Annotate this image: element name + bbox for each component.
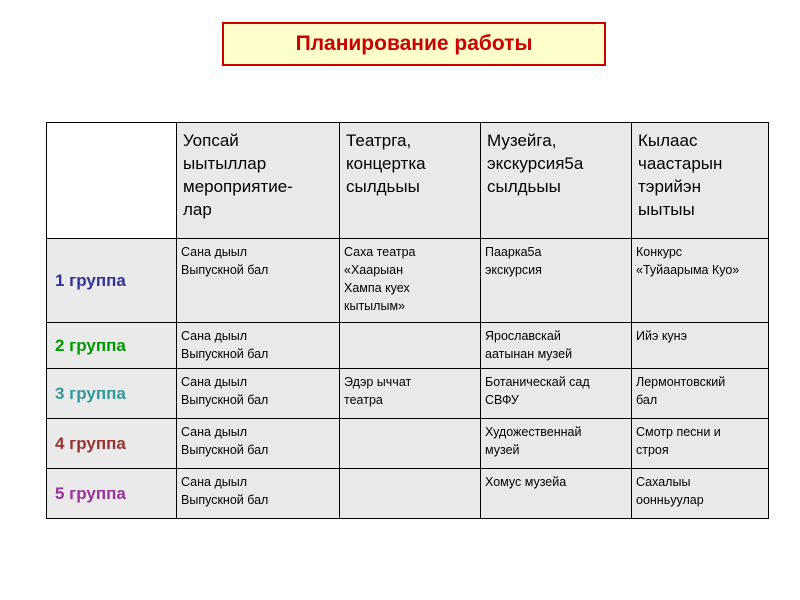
table-row	[47, 369, 769, 419]
table-cell	[632, 239, 769, 323]
cell-line: Художественнай	[485, 425, 582, 439]
cell-line: Лермонтовский	[636, 375, 726, 389]
cell-line: «Хаарыан	[344, 263, 403, 277]
table-cell	[481, 323, 632, 369]
header-line: сылдьыы	[346, 177, 420, 196]
cell-line: Сана дыыл	[181, 375, 248, 389]
cell-line: Ийэ кунэ	[636, 329, 687, 343]
table-cell	[632, 469, 769, 519]
cell-line: Выпускной бал	[181, 263, 269, 277]
page-title: Планирование работы	[295, 32, 533, 55]
table-row	[47, 419, 769, 469]
header-line: сылдьыы	[487, 177, 561, 196]
cell-line: строя	[636, 443, 669, 457]
cell-line: оонньуулар	[636, 493, 704, 507]
table-row	[47, 323, 769, 369]
table-cell	[177, 323, 340, 369]
header-cell	[481, 123, 632, 239]
cell-line: Сана дыыл	[181, 475, 248, 489]
header-line: Кылаас	[638, 131, 698, 150]
cell-line: Сахалыы	[636, 475, 691, 489]
table-cell	[340, 469, 481, 519]
table-cell	[481, 419, 632, 469]
table-cell	[481, 369, 632, 419]
header-line: Театрга,	[346, 131, 412, 150]
header-line: ыытыллар	[183, 154, 267, 173]
cell-line: экскурсия	[485, 263, 542, 277]
cell-line: Смотр песни и	[636, 425, 721, 439]
cell-line: Эдэр ыччат	[344, 375, 412, 389]
cell-line: Сана дыыл	[181, 425, 248, 439]
header-line: концертка	[346, 154, 426, 173]
header-line: лар	[183, 200, 212, 219]
table-cell	[340, 323, 481, 369]
cell-line: бал	[636, 393, 658, 407]
table-cell	[177, 469, 340, 519]
cell-line: музей	[485, 443, 520, 457]
header-cell	[177, 123, 340, 239]
table-row	[47, 469, 769, 519]
table-body	[47, 239, 769, 519]
cell-line: «Туйаарыма Куо»	[636, 263, 740, 277]
table-cell	[340, 239, 481, 323]
plan-table	[46, 122, 769, 519]
table-cell	[632, 419, 769, 469]
group-label: 3 группа	[47, 369, 177, 419]
table-cell	[340, 369, 481, 419]
cell-line: Сана дыыл	[181, 329, 248, 343]
cell-line: Конкурс	[636, 245, 683, 259]
cell-line: Выпускной бал	[181, 347, 269, 361]
header-line: Уопсай	[183, 131, 239, 150]
cell-line: театра	[344, 393, 383, 407]
cell-line: Выпускной бал	[181, 493, 269, 507]
table-cell	[481, 469, 632, 519]
header-line: Музейга,	[487, 131, 557, 150]
header-cell	[340, 123, 481, 239]
table-cell	[632, 369, 769, 419]
group-label: 4 группа	[47, 419, 177, 469]
table-cell	[177, 369, 340, 419]
table-cell	[177, 419, 340, 469]
table-cell	[340, 419, 481, 469]
cell-line: Сана дыыл	[181, 245, 248, 259]
cell-line: СВФУ	[485, 393, 519, 407]
cell-line: Выпускной бал	[181, 393, 269, 407]
cell-line: Ярославскай	[485, 329, 561, 343]
header-cell	[632, 123, 769, 239]
group-label: 1 группа	[47, 239, 177, 323]
header-line: мероприятие-	[183, 177, 293, 196]
cell-line: Саха театра	[344, 245, 416, 259]
title-box	[222, 22, 606, 66]
header-line: тэрийэн	[638, 177, 701, 196]
group-label: 5 группа	[47, 469, 177, 519]
table-row	[47, 239, 769, 323]
cell-line: Ботаническай сад	[485, 375, 590, 389]
header-line: экскурсия5а	[487, 154, 584, 173]
table-header-row	[47, 123, 769, 239]
cell-line: Хампа куех	[344, 281, 410, 295]
cell-line: Выпускной бал	[181, 443, 269, 457]
table-cell	[177, 239, 340, 323]
cell-line: кытылым»	[344, 299, 405, 313]
header-corner	[47, 123, 177, 239]
table-cell	[632, 323, 769, 369]
cell-line: аатынан музей	[485, 347, 573, 361]
group-label: 2 группа	[47, 323, 177, 369]
header-line: ыытыы	[638, 200, 695, 219]
cell-line: Паарка5а	[485, 245, 542, 259]
cell-line: Хомус музейа	[485, 475, 567, 489]
header-line: чаастарын	[638, 154, 723, 173]
table-cell	[481, 239, 632, 323]
